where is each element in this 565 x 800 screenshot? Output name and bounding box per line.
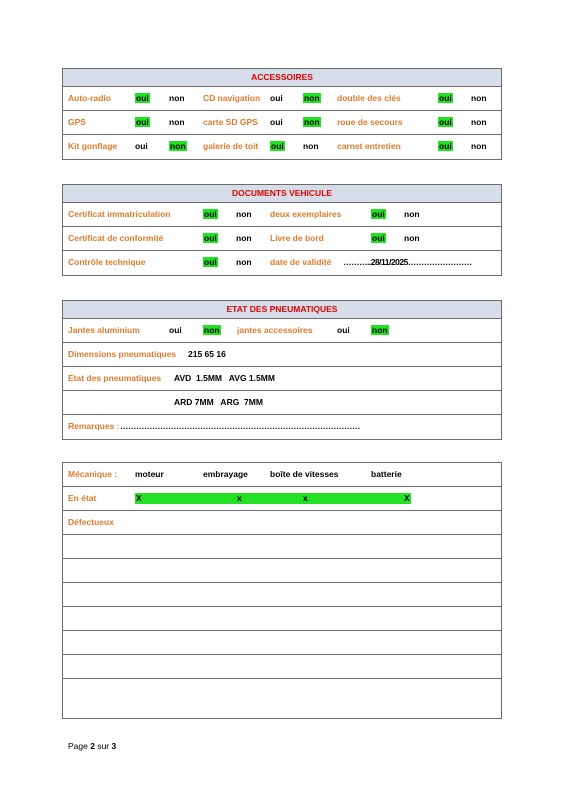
dimensions-label: Dimensions pneumatiques xyxy=(68,349,177,359)
cd-navigation-label: CD navigation xyxy=(203,93,261,103)
deux-exemplaires-oui[interactable]: oui xyxy=(372,209,385,219)
gps-oui[interactable]: oui xyxy=(136,117,149,127)
accessoires-title: ACCESSOIRES xyxy=(63,69,501,87)
deux-exemplaires-non[interactable]: non xyxy=(404,209,420,219)
pneus-row xyxy=(63,415,501,439)
mecanique-label: Mécanique : xyxy=(68,469,118,479)
col-batterie: batterie xyxy=(371,469,402,479)
pneus-section xyxy=(62,300,502,440)
documents-row xyxy=(63,227,501,251)
kit-gonflage-non[interactable]: non xyxy=(170,141,186,151)
pneus-row xyxy=(63,319,501,343)
certificat-immatriculation-label: Certificat immatriculation xyxy=(68,209,171,219)
empty-row[interactable] xyxy=(63,535,501,559)
double-cles-non[interactable]: non xyxy=(471,93,487,103)
jantes-accessoires-non[interactable]: non xyxy=(372,325,388,335)
livre-de-bord-non[interactable]: non xyxy=(404,233,420,243)
gps-non[interactable]: non xyxy=(169,117,185,127)
documents-row xyxy=(63,251,501,275)
defectueux-row xyxy=(63,511,501,535)
defectueux-label: Défectueux xyxy=(68,517,114,527)
footer-page-total: 3 xyxy=(111,741,117,751)
accessoires-section xyxy=(62,68,502,160)
pneus-row xyxy=(63,391,501,415)
en-etat-label: En état xyxy=(68,493,97,503)
footer-page-number: 2 xyxy=(90,741,95,751)
empty-row[interactable] xyxy=(63,583,501,607)
etat-pneus-arriere-value[interactable]: ARD 7MM ARG 7MM xyxy=(174,397,263,407)
documents-section xyxy=(62,184,502,276)
roue-secours-non[interactable]: non xyxy=(471,117,487,127)
controle-technique-non[interactable]: non xyxy=(236,257,252,267)
roue-secours-oui[interactable]: oui xyxy=(439,117,452,127)
double-cles-oui[interactable]: oui xyxy=(439,93,452,103)
documents-row xyxy=(63,203,501,227)
empty-row[interactable] xyxy=(63,631,501,655)
batterie-en-etat-mark[interactable]: X xyxy=(404,493,410,503)
empty-row[interactable] xyxy=(63,679,501,703)
remarques-label: Remarques : xyxy=(68,421,120,431)
certificat-immatriculation-oui[interactable]: oui xyxy=(204,209,217,219)
certificat-immatriculation-non[interactable]: non xyxy=(236,209,252,219)
certificat-conformite-oui[interactable]: oui xyxy=(204,233,217,243)
carte-sd-gps-oui[interactable]: oui xyxy=(270,117,283,127)
carnet-entretien-non[interactable]: non xyxy=(471,141,487,151)
controle-technique-oui[interactable]: oui xyxy=(204,257,217,267)
deux-exemplaires-label: deux exemplaires xyxy=(270,209,342,219)
controle-technique-label: Contrôle technique xyxy=(68,257,146,267)
livre-de-bord-oui[interactable]: oui xyxy=(372,233,385,243)
mecanique-header-row xyxy=(63,463,501,487)
livre-de-bord-label: Livre de bord xyxy=(270,233,324,243)
footer-prefix: Page xyxy=(68,741,91,751)
accessoires-row xyxy=(63,87,501,111)
cd-navigation-non[interactable]: non xyxy=(304,93,320,103)
documents-title: DOCUMENTS VEHICULE xyxy=(63,185,501,203)
certificat-conformite-label: Certificat de conformité xyxy=(68,233,164,243)
mecanique-section xyxy=(62,462,502,719)
empty-row[interactable] xyxy=(63,655,501,679)
gps-label: GPS xyxy=(68,117,86,127)
col-embrayage: embrayage xyxy=(203,469,248,479)
en-etat-row xyxy=(63,487,501,511)
galerie-toit-non[interactable]: non xyxy=(303,141,319,151)
carte-sd-gps-non[interactable]: non xyxy=(304,117,320,127)
galerie-toit-label: galerie de toit xyxy=(203,141,259,151)
accessoires-row xyxy=(63,135,501,159)
embrayage-en-etat-mark[interactable]: x xyxy=(237,493,242,503)
empty-row[interactable] xyxy=(63,607,501,631)
date-validite-label: date de validité xyxy=(270,257,332,267)
jantes-aluminium-label: Jantes aluminium xyxy=(68,325,140,335)
accessoires-row xyxy=(63,111,501,135)
boite-en-etat-mark[interactable]: x xyxy=(303,493,308,503)
jantes-accessoires-label: jantes accessoires xyxy=(237,325,313,335)
kit-gonflage-label: Kit gonflage xyxy=(68,141,118,151)
galerie-toit-oui[interactable]: oui xyxy=(271,141,284,151)
dimensions-value[interactable]: 215 65 16 xyxy=(188,349,226,359)
kit-gonflage-oui[interactable]: oui xyxy=(135,141,148,151)
empty-row[interactable] xyxy=(63,559,501,583)
certificat-conformite-non[interactable]: non xyxy=(236,233,252,243)
auto-radio-oui[interactable]: oui xyxy=(136,93,149,103)
etat-pneus-value[interactable]: AVD 1.5MM AVG 1.5MM xyxy=(174,373,275,383)
jantes-aluminium-oui[interactable]: oui xyxy=(169,325,182,335)
pneus-title: ETAT DES PNEUMATIQUES xyxy=(63,301,501,319)
etat-pneus-label: Etat des pneumatiques xyxy=(68,373,162,383)
date-validite-value[interactable]: ………..28/11/2025…………………… xyxy=(343,257,472,267)
double-cles-label: double des clés xyxy=(337,93,401,103)
remarques-value[interactable]: ……………………………………………………………………………… xyxy=(120,421,360,431)
carnet-entretien-label: carnet entretien xyxy=(337,141,401,151)
jantes-accessoires-oui[interactable]: oui xyxy=(337,325,350,335)
moteur-en-etat-mark[interactable]: X xyxy=(136,493,142,503)
jantes-aluminium-non[interactable]: non xyxy=(204,325,220,335)
auto-radio-non[interactable]: non xyxy=(169,93,185,103)
cd-navigation-oui[interactable]: oui xyxy=(270,93,283,103)
en-etat-highlight xyxy=(135,493,411,504)
auto-radio-label: Auto-radio xyxy=(68,93,111,103)
carte-sd-gps-label: carte SD GPS xyxy=(203,117,258,127)
footer-middle: sur xyxy=(94,741,112,751)
pneus-row xyxy=(63,343,501,367)
carnet-entretien-oui[interactable]: oui xyxy=(439,141,452,151)
roue-secours-label: roue de secours xyxy=(337,117,403,127)
pneus-row xyxy=(63,367,501,391)
col-boite-vitesses: boîte de vitesses xyxy=(270,469,339,479)
col-moteur: moteur xyxy=(135,469,164,479)
page-footer xyxy=(68,741,116,751)
